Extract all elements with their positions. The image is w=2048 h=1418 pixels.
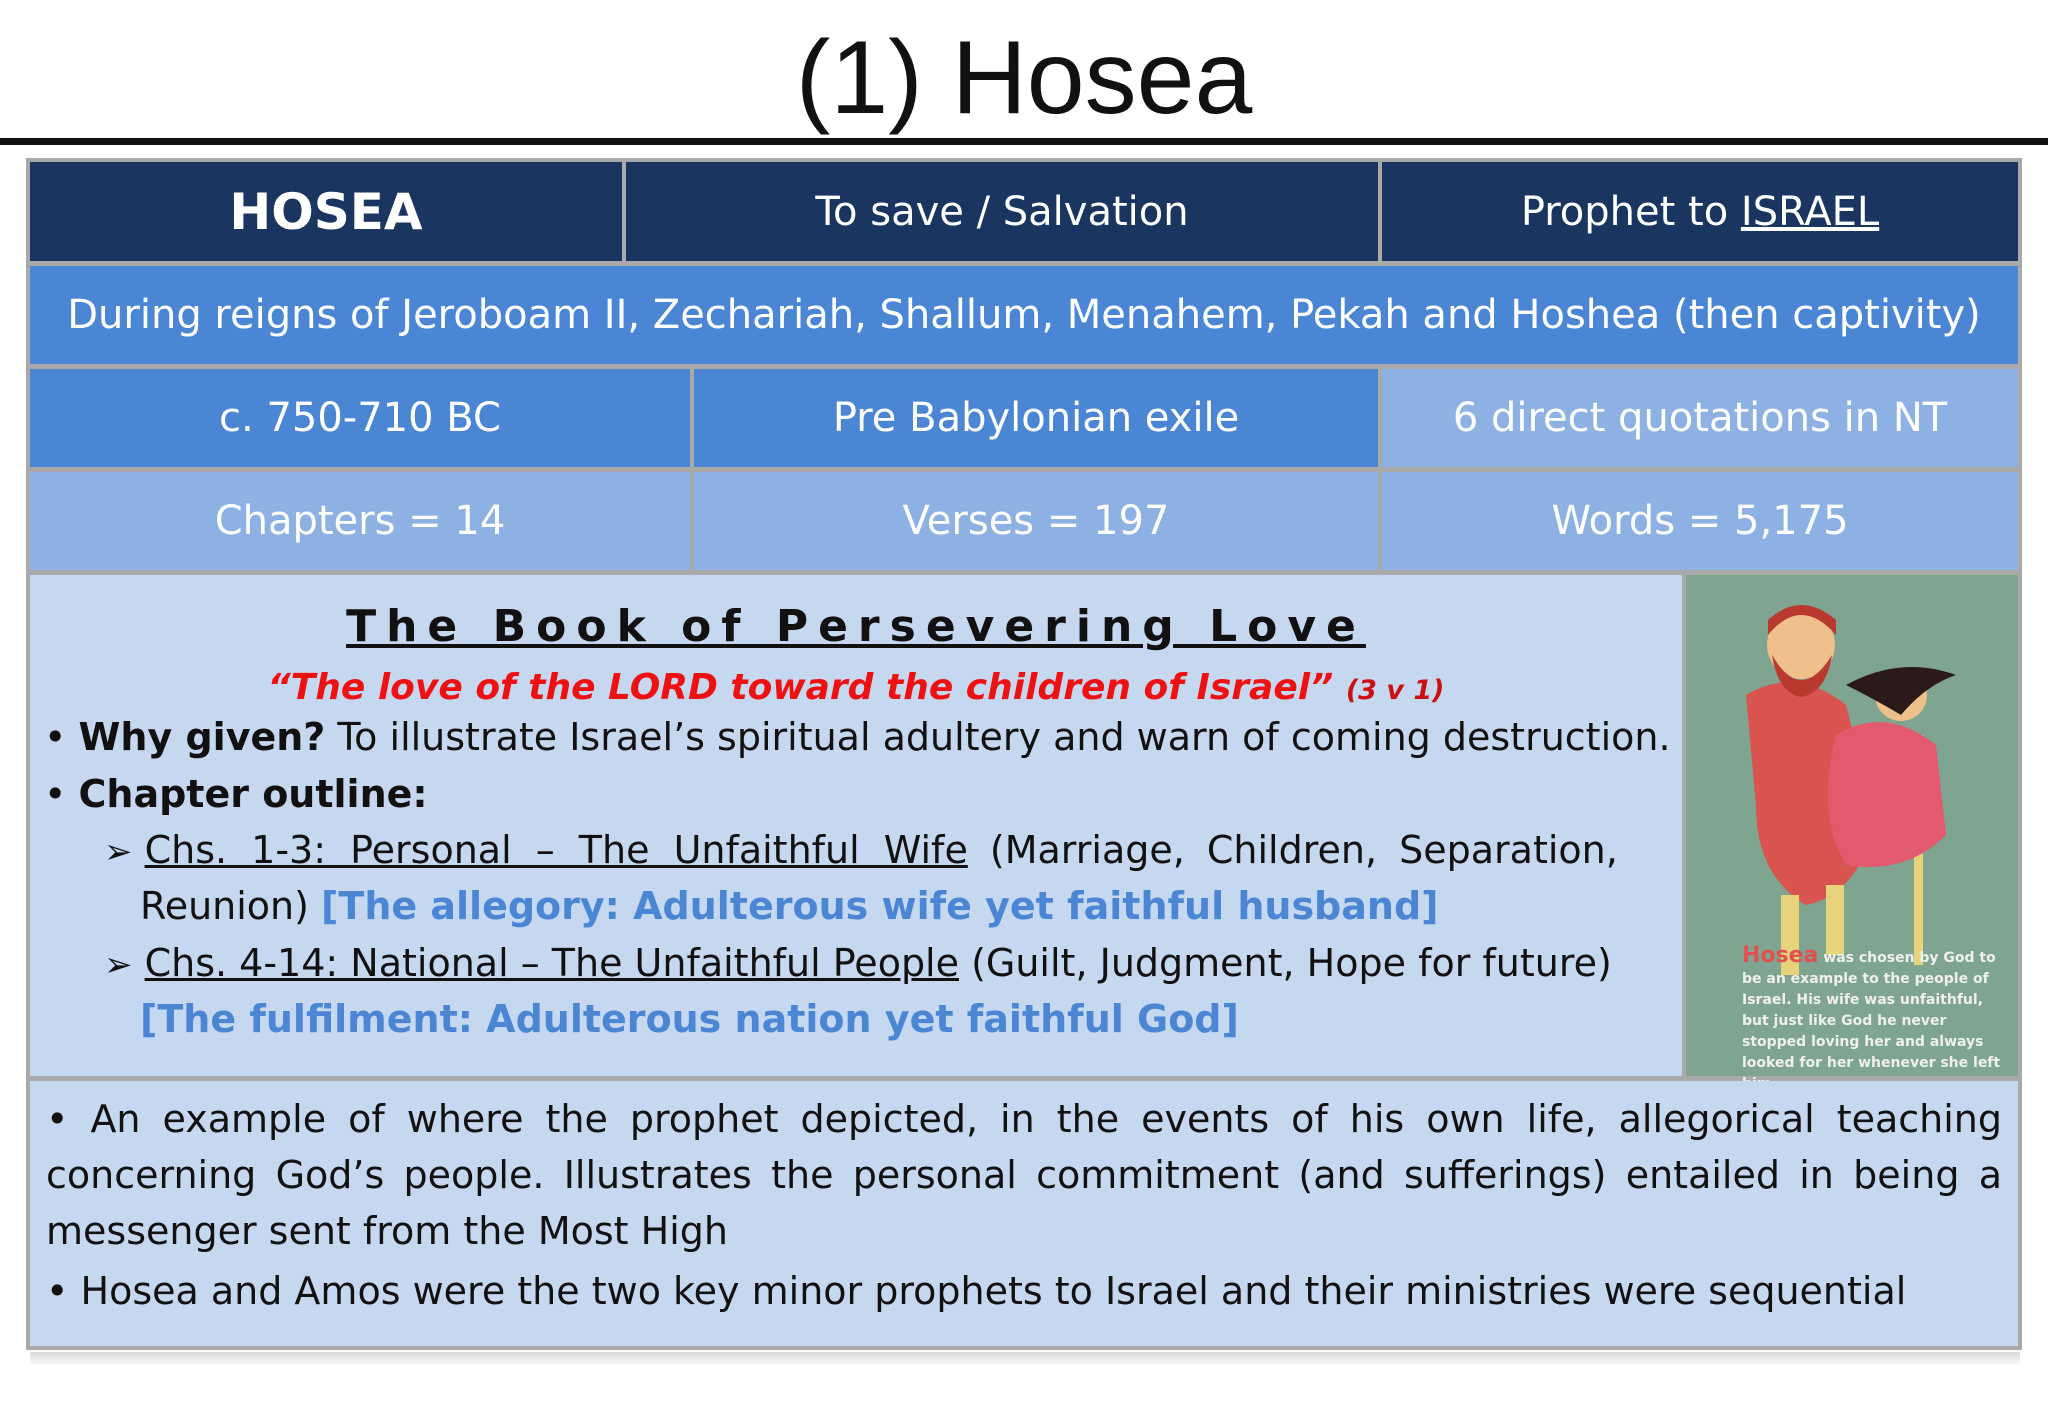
key-quote [30, 667, 1682, 708]
outline-item-2-title: Chs. 4-14: National – The Unfaithful People [144, 941, 959, 985]
note-1: • An example of where the prophet depicted, in the events of his own life, allegorical teaching concerning God’s people. Illustrates the personal commitment (and sufferings) entailed in being a messenger sent from the Most High [46, 1097, 2003, 1253]
summary-panel [30, 575, 1682, 1076]
header-name-cell [30, 162, 622, 261]
why-given-line: • Why given? To illustrate Israel’s spiritual adultery and warn of coming destruction. [44, 715, 1671, 759]
arrow-bullet-icon: ➢ [104, 832, 133, 872]
outline-item-1-cont [140, 884, 1439, 928]
words-cell [1382, 472, 2018, 570]
outline-item-2-rest: (Guilt, Judgment, Hope for future) [959, 941, 1612, 985]
book-name: HOSEA [229, 182, 423, 241]
verses-cell [694, 472, 1378, 570]
header-meaning-cell [626, 162, 1378, 261]
outline-item-1 [104, 828, 1664, 872]
reigns-cell [30, 266, 2018, 364]
info-table [26, 158, 2022, 1350]
words-text: Words = 5,175 [1551, 498, 1849, 544]
verses-text: Verses = 197 [902, 498, 1170, 544]
key-quote-reference: (3 v 1) [1345, 675, 1445, 706]
title-divider [0, 138, 2048, 145]
prophet-prefix: Prophet to [1520, 188, 1741, 235]
outline-item-2-cont [140, 997, 1239, 1041]
date-text: c. 750-710 BC [219, 395, 501, 441]
exile-cell [694, 369, 1378, 467]
quotations-cell [1382, 369, 2018, 467]
reigns-text: During reigns of Jeroboam II, Zechariah, Shallum, Menahem, Pekah and Hoshea (then captivity) [67, 292, 1981, 338]
prophet-target: ISRAEL [1740, 188, 1880, 235]
outline-item-2 [104, 941, 1612, 985]
outline-item-1-rest: (Marriage, Children, Separation, [967, 828, 1618, 872]
key-quote-text: “The love of the LORD toward the children of Israel” [267, 667, 1334, 708]
outline-line: • Chapter outline: [44, 772, 428, 816]
date-cell [30, 369, 690, 467]
illustration-caption-text: was chosen by God to be an example to the people of Israel. His wife was unfaithful, but just like God he never stopped loving her and always looked for her whenever she left [1742, 950, 2001, 1071]
quotations-text: 6 direct quotations in NT [1452, 395, 1948, 441]
note-2: • Hosea and Amos were the two key minor prophets to Israel and their ministries were sequential [46, 1269, 1907, 1313]
why-given-label: Why given? [78, 715, 326, 759]
note-2-text: Hosea and Amos were the two key minor prophets to Israel and their ministries were sequential [80, 1269, 1907, 1313]
name-meaning: To save / Salvation [815, 188, 1189, 235]
slide-title: (1) Hosea [795, 20, 1253, 136]
why-given-text: To illustrate Israel’s spiritual adultery and warn of coming destruction. [325, 715, 1671, 759]
illustration-caption-name: Hosea [1742, 943, 1819, 968]
chapters-text: Chapters = 14 [214, 498, 506, 544]
book-subtitle: The Book of Persevering Love [346, 601, 1366, 652]
outline-item-1-note: [The allegory: Adulterous wife yet faithful husband] [321, 884, 1439, 928]
chapters-cell [30, 472, 690, 570]
table-shadow [30, 1352, 2020, 1366]
note-1-text: An example of where the prophet depicted, in the events of his own life, allegorical teaching concerning God’s people. Illustrates the personal commitment (and sufferings) entailed in being a messenger sent from the Most High [46, 1097, 2003, 1253]
exile-text: Pre Babylonian exile [832, 395, 1240, 441]
arrow-bullet-icon: ➢ [104, 945, 133, 985]
outline-item-2-note: [The fulfilment: Adulterous nation yet faithful God] [140, 997, 1239, 1041]
hosea-illustration [1686, 575, 2018, 1076]
notes-panel [30, 1081, 2018, 1346]
outline-label: Chapter outline: [78, 772, 428, 816]
header-prophet-cell [1382, 162, 2018, 261]
outline-item-1-title: Chs. 1-3: Personal – The Unfaithful Wife [144, 828, 968, 872]
illustration-caption [1742, 945, 2012, 1095]
outline-item-1-line2: Reunion) [140, 884, 322, 928]
